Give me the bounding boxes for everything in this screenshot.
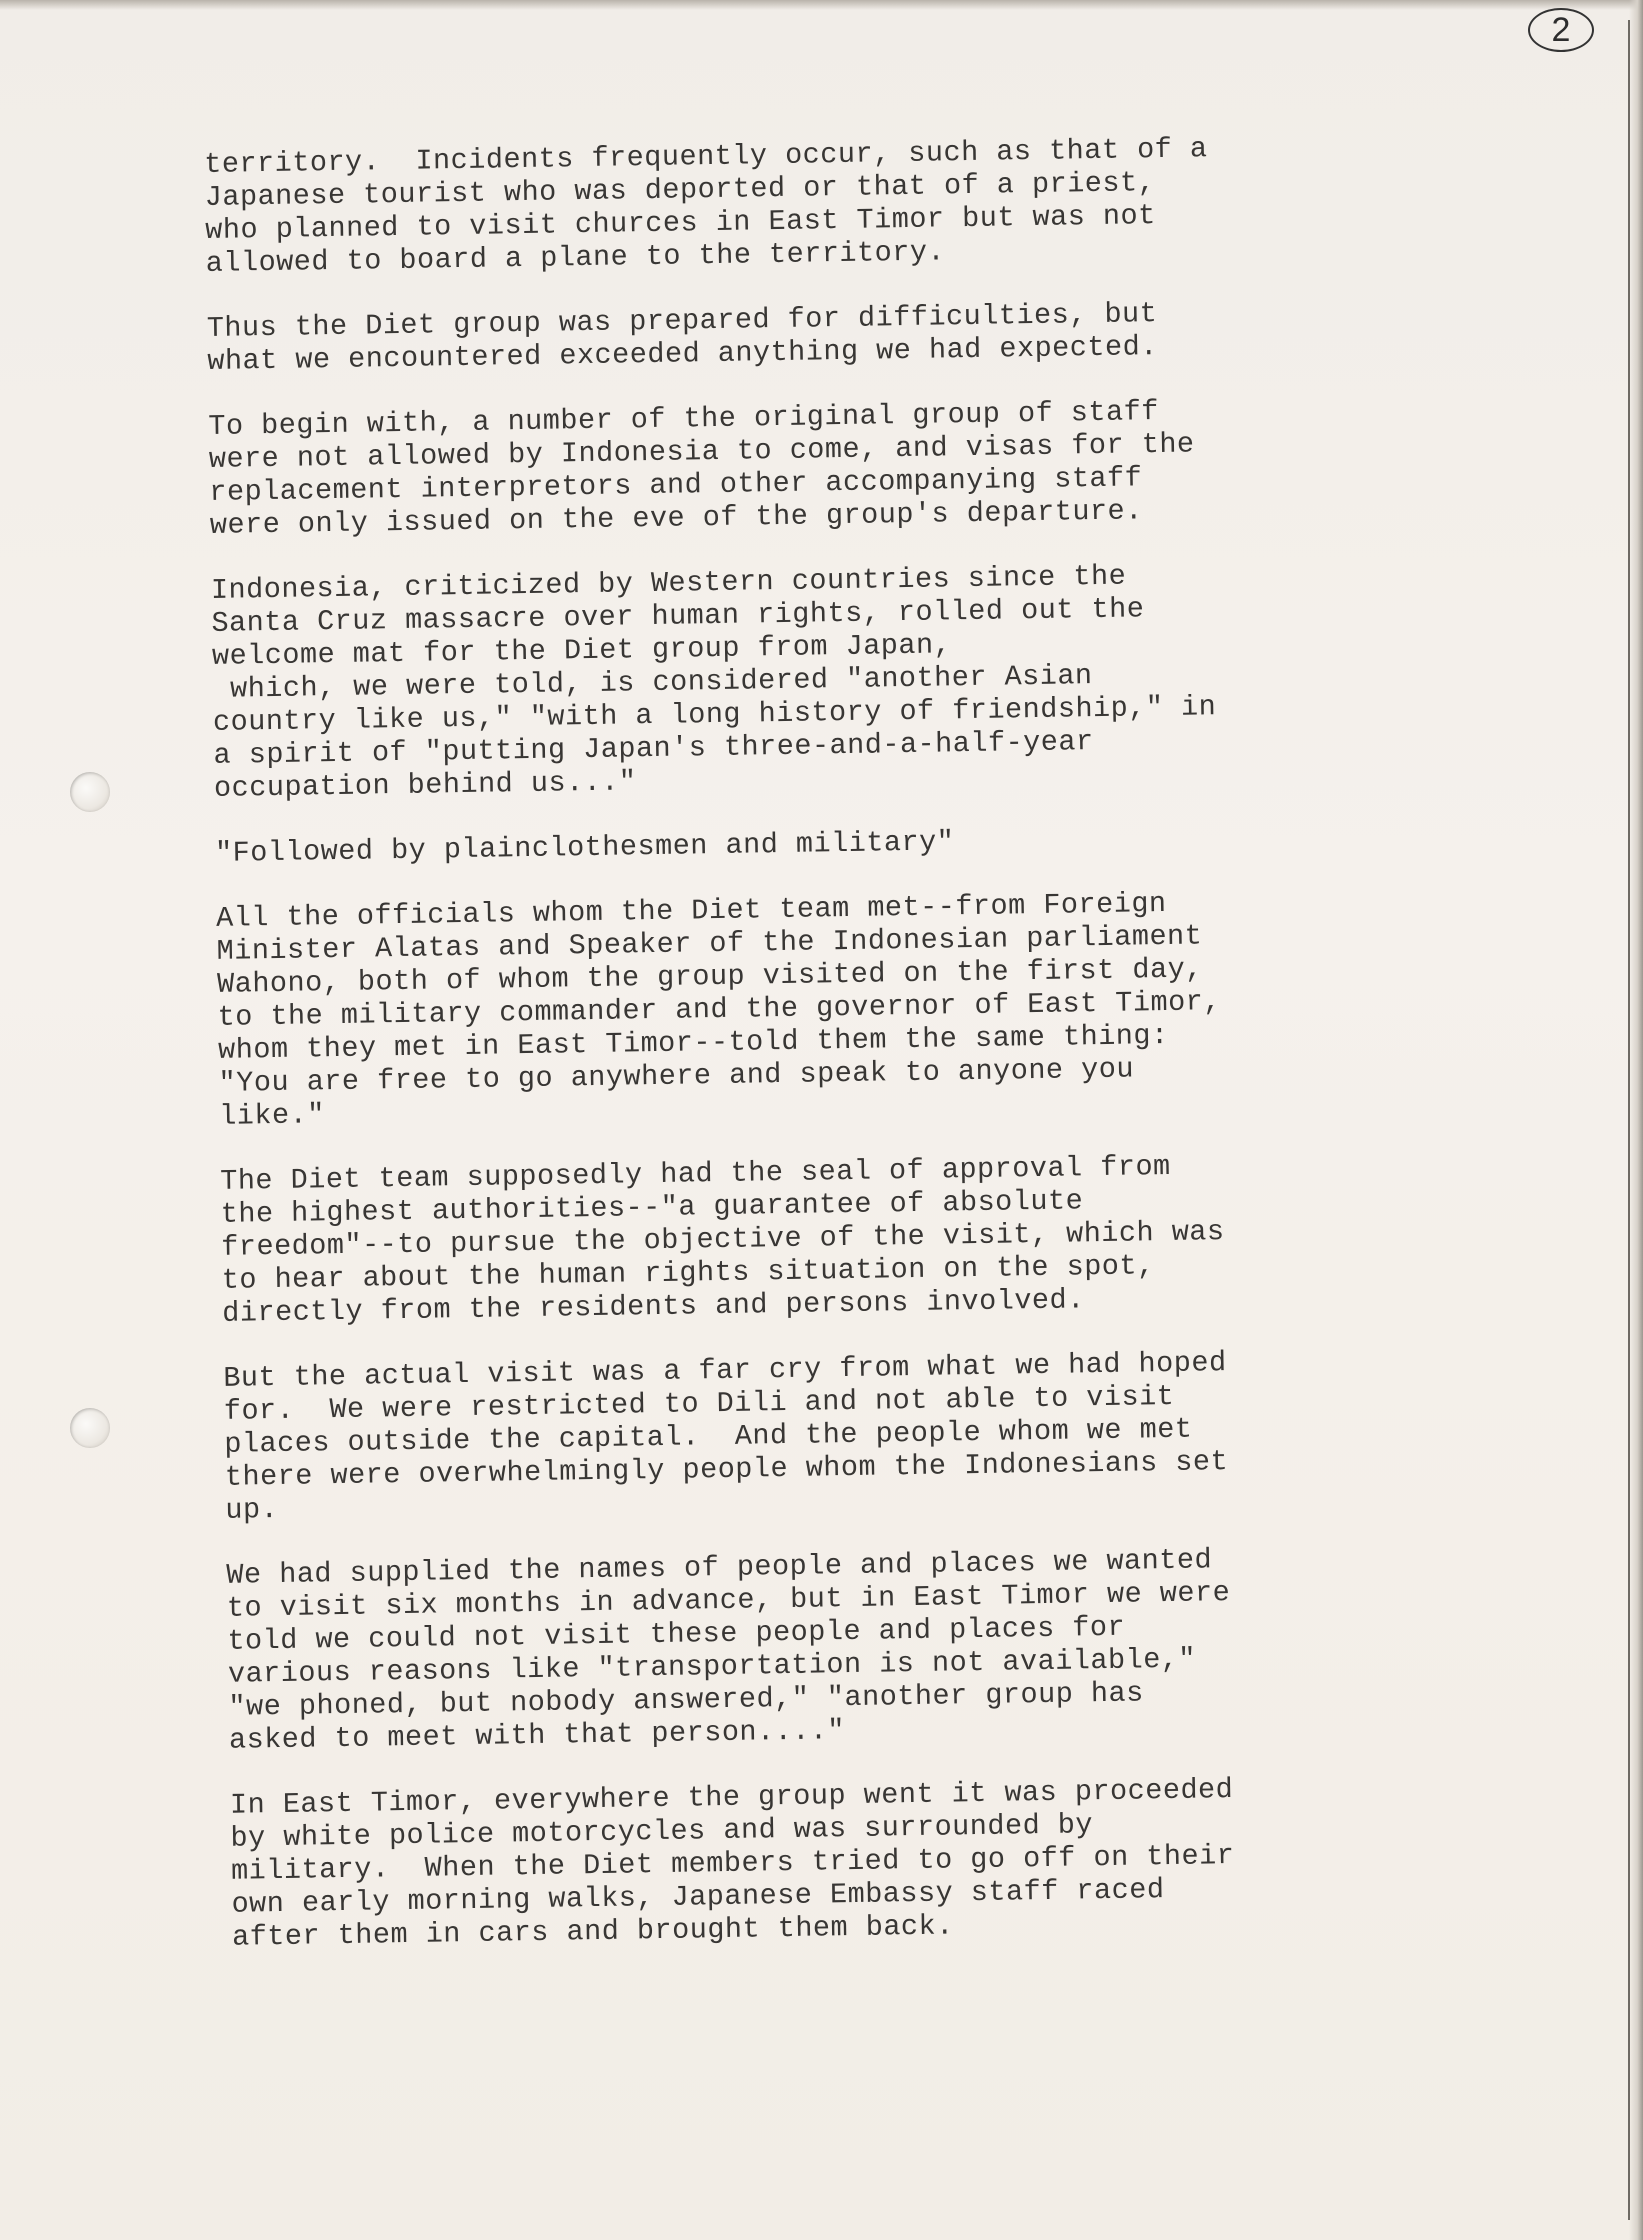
paragraph-actual-visit: But the actual visit was a far cry from what we had hoped for. We were restricted to Dili and not able to visit places outside the capital. And the people whom we met there were overwhelmingly people whom the Indonesians set up. xyxy=(223,1346,1229,1527)
punch-hole-upper xyxy=(70,772,110,812)
paragraph-diet-group-prepared: Thus the Diet group was prepared for difficulties, but what we encountered exceeded anything we had expected. xyxy=(206,297,1159,378)
paragraph-staff-visas: To begin with, a number of the original group of staff were not allowed by Indonesia to come, and visas for the replacement interpretors and other accompanying staff were only issued on the eve of the group's departure. xyxy=(208,395,1195,542)
section-heading: "Followed by plainclothesmen and military" xyxy=(214,825,955,870)
page-number: 2 xyxy=(1528,8,1594,52)
paper-right-border-line xyxy=(1628,20,1630,2220)
paper-top-edge xyxy=(0,0,1643,10)
paragraph-police-escort: In East Timor, everywhere the group went it was proceeded by white police motorcycles and was surrounded by military. When the Diet members tried to go off on their own early morning walks, Japanese Embassy staff raced after them in cars and brought them back. xyxy=(229,1773,1235,1954)
punch-hole-lower xyxy=(70,1408,110,1448)
paragraph-seal-of-approval: The Diet team supposedly had the seal of approval from the highest authorities--"a guarantee of absolute freedom"--to pursue the objective of the visit, which was to hear about the human rights situation on the spot, directly from the residents and persons involved. xyxy=(219,1149,1225,1330)
paper-right-edge xyxy=(1629,0,1643,2240)
paragraph-officials-statement: All the officials whom the Diet team met--from Foreign Minister Alatas and Speaker of the Indonesian parliament Wahono, both of whom the group visited on the first day, to the military commander and the governor of East Timor, whom they met in East Timor--told them the same thing: "You are free to go anywhere and speak to anyone you like." xyxy=(215,886,1222,1133)
paragraph-territory-incidents: territory. Incidents frequently occur, such as that of a Japanese tourist who was deported or that of a priest, who planned to visit churces in East Timor but was not allowed to board a plane to the territory. xyxy=(204,132,1208,280)
document-body xyxy=(204,130,1403,1986)
paragraph-indonesia-welcome: Indonesia, criticized by Western countries since the Santa Cruz massacre over human rights, rolled out the welcome mat for the Diet group from Japan, which, we were told, is considered "another Asian country like us," "with a long history of friendship," in a spirit of "putting Japan's three-and-a-half-year occupation behind us..." xyxy=(210,559,1217,805)
paragraph-names-supplied: We had supplied the names of people and places we wanted to visit six months in advance, but in East Timor we were told we could not visit these people and places for various reasons like "transportation is not available," "we phoned, but nobody answered," "another group has asked to meet with that person...." xyxy=(226,1543,1231,1757)
